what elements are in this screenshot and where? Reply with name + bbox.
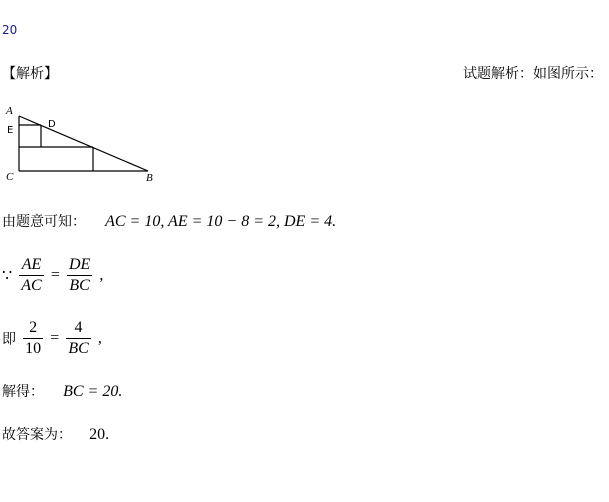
triangle-figure — [0, 100, 170, 189]
step-4-math: BC = 20. — [63, 383, 123, 400]
label-b: B — [146, 172, 153, 184]
fraction-denominator: AC — [21, 277, 42, 294]
step-3 — [2, 318, 102, 359]
equals-sign: = — [50, 329, 60, 347]
fraction-denominator: 10 — [25, 340, 42, 357]
because-symbol: ∵ — [2, 267, 13, 285]
label-d: D — [48, 119, 56, 130]
step-3-prefix: 即 — [2, 331, 16, 348]
equals-sign: = — [50, 266, 60, 284]
fraction-denominator: BC — [68, 340, 89, 357]
step-1-prefix: 由题意可知： — [2, 214, 86, 230]
label-c: C — [6, 171, 14, 183]
fraction-2-10 — [23, 318, 43, 359]
fraction-numerator: 2 — [23, 318, 43, 339]
fraction-numerator: DE — [67, 255, 92, 276]
step-4 — [2, 381, 122, 401]
fraction-4-bc — [66, 318, 90, 359]
section-label: 【解析】 — [2, 66, 58, 82]
fraction-numerator: 4 — [66, 318, 90, 339]
step-5-prefix: 故答案为： — [2, 427, 72, 443]
step-5-math: 20. — [89, 426, 110, 443]
fraction-ae-ac — [19, 255, 43, 296]
side-ab — [19, 116, 148, 171]
label-e: E — [7, 125, 14, 136]
answer-number: 20 — [2, 23, 18, 37]
fraction-numerator: AE — [19, 255, 43, 276]
fraction-denominator: BC — [69, 277, 90, 294]
step-1 — [2, 211, 336, 231]
triangle-diagram — [0, 100, 170, 185]
fraction-de-bc — [67, 255, 92, 296]
label-a: A — [6, 105, 13, 117]
intro-text: 试题解析：如图所示： — [463, 66, 603, 82]
comma: , — [99, 266, 104, 284]
step-2 — [2, 255, 103, 296]
step-4-prefix: 解得： — [2, 384, 44, 400]
step-5 — [2, 424, 109, 444]
step-1-math: AC = 10, AE = 10 − 8 = 2, DE = 4. — [105, 213, 337, 230]
comma: , — [97, 329, 102, 347]
